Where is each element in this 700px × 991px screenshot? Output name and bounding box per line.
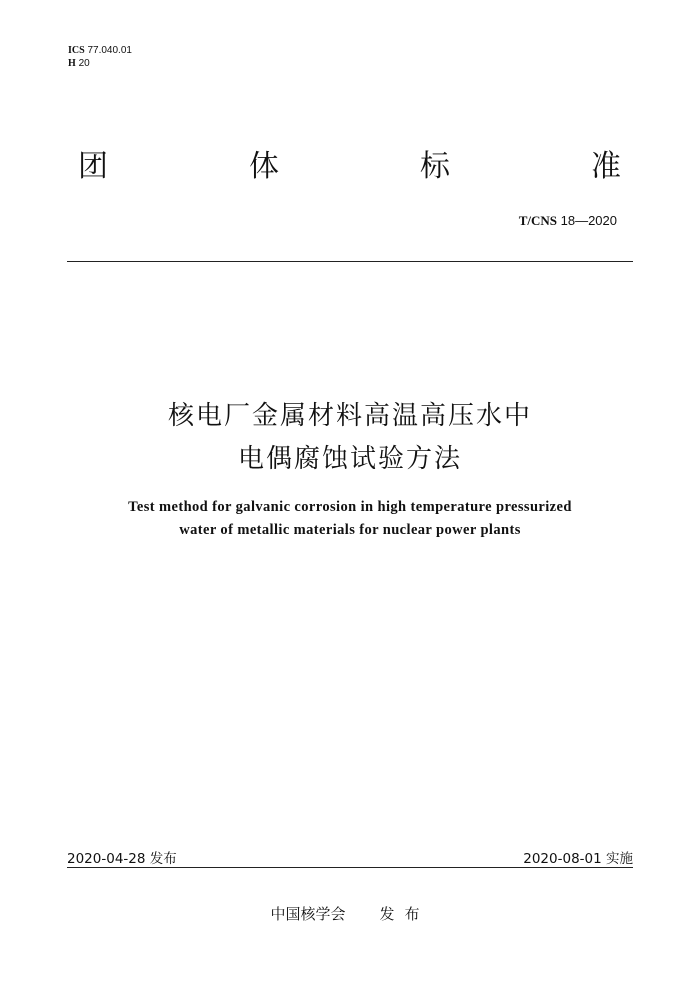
standard-number xyxy=(519,213,617,229)
english-title-line-1: Test method for galvanic corrosion in high temperature pressurized xyxy=(128,499,572,515)
standard-number-value: 18—2020 xyxy=(560,213,617,228)
english-title-line-2: water of metallic materials for nuclear power plants xyxy=(179,522,521,538)
chinese-title-line-1: 核电厂金属材料高温高压水中 xyxy=(167,401,532,431)
standard-number-prefix: T/CNS xyxy=(518,213,557,228)
issue-date: 2020-04-28 发布 xyxy=(67,851,177,867)
standard-type-heading xyxy=(78,143,622,183)
standard-type-char: 准 xyxy=(591,149,622,184)
ics-code xyxy=(68,44,132,57)
bottom-divider xyxy=(67,867,633,868)
ics-value: 77.040.01 xyxy=(87,45,132,56)
publisher xyxy=(0,903,700,924)
standard-type-char: 体 xyxy=(249,149,280,184)
chinese-title-line-2: 电偶腐蚀试验方法 xyxy=(237,444,462,474)
ccs-label: H xyxy=(68,58,76,69)
publisher-action: 发布 xyxy=(379,905,430,923)
ccs-code xyxy=(68,57,132,70)
publisher-name: 中国核学会 xyxy=(270,905,346,923)
implementation-date: 2020-08-01 实施 xyxy=(523,851,633,867)
standard-type-char: 标 xyxy=(420,149,451,184)
classification-codes xyxy=(68,44,132,70)
ccs-value: 20 xyxy=(78,58,90,69)
ics-label: ICS xyxy=(68,45,85,56)
standard-type-char: 团 xyxy=(78,149,109,184)
top-divider xyxy=(67,261,633,262)
